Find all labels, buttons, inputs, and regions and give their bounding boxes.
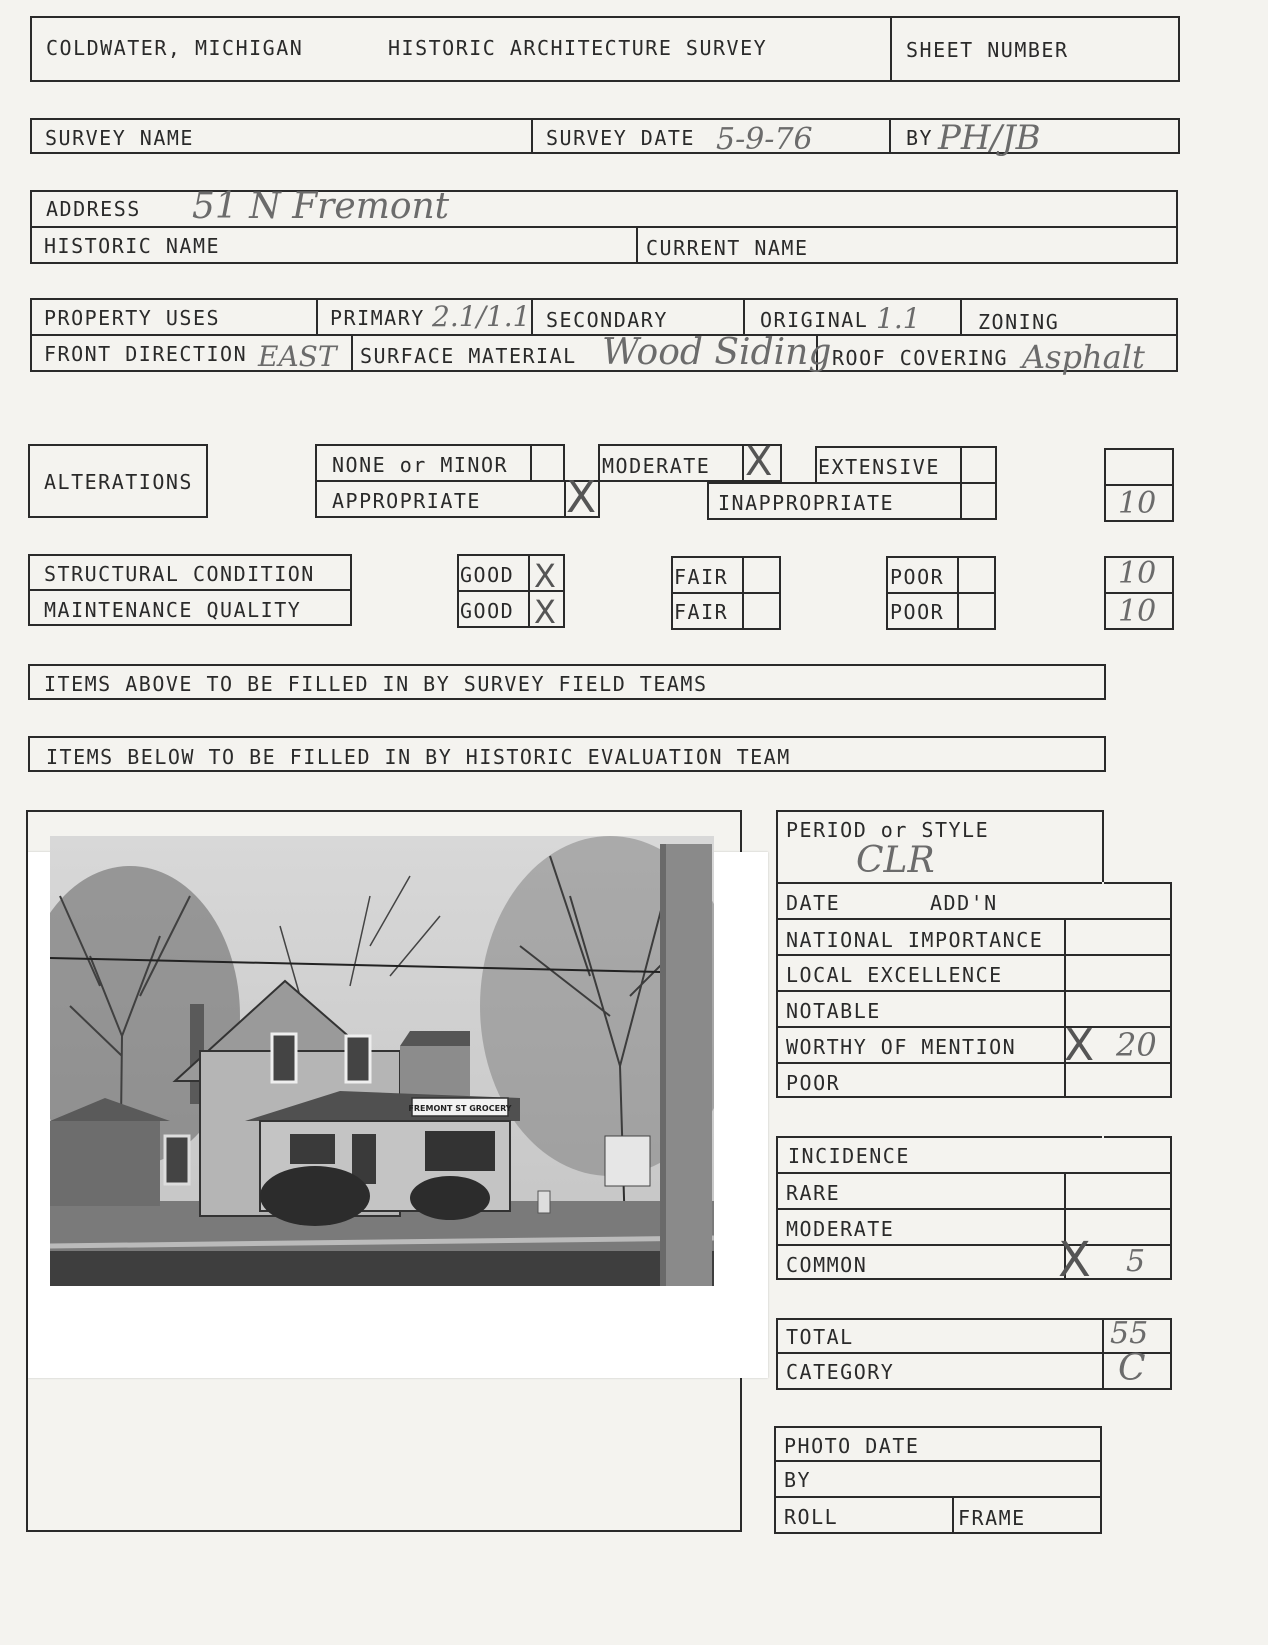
original-label: ORIGINAL [760,308,869,332]
appropriate-label: APPROPRIATE [332,489,481,513]
poor-eval-label: POOR [786,1071,841,1095]
utility-pole [660,844,712,1286]
address-value: 51 N Fremont [192,186,450,227]
neighbor-building [50,1121,160,1206]
rare-label: RARE [786,1181,841,1205]
form-title: HISTORIC ARCHITECTURE SURVEY [388,36,768,60]
trash-can [538,1191,550,1213]
secondary-label: SECONDARY [546,308,668,332]
fair-label-2: FAIR [674,600,729,624]
building-photo [50,836,714,1286]
by-label: BY [906,126,934,150]
primary-value: 2.1/1.1 [432,300,531,333]
front-direction-value: EAST [258,340,337,373]
upper-window-left [272,1034,296,1082]
surface-material-value: Wood Siding [602,332,832,373]
property-uses-label: PROPERTY USES [44,306,221,330]
shrub-right [410,1176,490,1220]
zoning-label: ZONING [978,310,1060,334]
original-value: 1.1 [876,302,921,335]
common-label: COMMON [786,1253,868,1277]
period-value: CLR [856,840,935,881]
addn-label: ADD'N [930,891,998,915]
appropriate-check: X [566,472,597,523]
primary-label: PRIMARY [330,306,425,330]
photo-by-label: BY [784,1468,812,1492]
local-excellence-label: LOCAL EXCELLENCE [786,963,1003,987]
roll-label: ROLL [784,1505,839,1529]
shrub-left [260,1166,370,1226]
roadside-sign [605,1136,650,1186]
structural-score: 10 [1118,556,1157,591]
poor-label-2: POOR [890,600,945,624]
current-name-label: CURRENT NAME [646,236,809,260]
worthy-check: X [1064,1020,1095,1071]
total-label: TOTAL [786,1325,854,1349]
incidence-label: INCIDENCE [788,1144,910,1168]
category-label: CATEGORY [786,1360,895,1384]
good-label-1: GOOD [460,563,515,587]
worthy-label: WORTHY OF MENTION [786,1035,1017,1059]
survey-name-label: SURVEY NAME [45,126,194,150]
date-label: DATE [786,891,841,915]
frame-label: FRAME [958,1506,1026,1530]
alterations-label: ALTERATIONS [44,470,193,494]
maintenance-label: MAINTENANCE QUALITY [44,598,302,622]
notable-label: NOTABLE [786,999,881,1023]
national-importance-label: NATIONAL IMPORTANCE [786,928,1044,952]
surface-material-label: SURFACE MATERIAL [360,344,577,368]
moderate-check: X [745,439,773,485]
roof-covering-value: Asphalt [1022,338,1145,376]
upper-window-right [346,1036,370,1082]
total-value: 55 [1110,1316,1149,1351]
common-check: X [1058,1232,1091,1288]
common-score: 5 [1126,1244,1146,1279]
roof-covering-label: ROOF COVERING [832,346,1009,370]
store-window [425,1131,495,1171]
house-side [400,1046,470,1096]
store-sign-text: FREMONT ST GROCERY [408,1104,512,1113]
category-value: C [1118,1348,1146,1389]
good-label-2: GOOD [460,599,515,623]
fair-label-1: FAIR [674,565,729,589]
maintenance-good-check: X [534,593,556,631]
structural-label: STRUCTURAL CONDITION [44,562,315,586]
structural-good-check: X [534,557,556,595]
address-label: ADDRESS [46,197,141,221]
poor-label-1: POOR [890,565,945,589]
survey-date-label: SURVEY DATE [546,126,695,150]
items-below-note: ITEMS BELOW TO BE FILLED IN BY HISTORIC EVALUATION TEAM [46,745,791,769]
survey-date-value: 5-9-76 [716,122,813,157]
maintenance-score: 10 [1118,594,1157,629]
historic-name-label: HISTORIC NAME [44,234,221,258]
worthy-score: 20 [1116,1026,1157,1064]
inappropriate-label: INAPPROPRIATE [718,491,895,515]
road [50,1251,714,1286]
front-direction-label: FRONT DIRECTION [44,342,248,366]
alterations-score: 10 [1118,486,1157,521]
period-label: PERIOD or STYLE [786,818,990,842]
extensive-label: EXTENSIVE [818,455,940,479]
moderate-incidence-label: MODERATE [786,1217,895,1241]
items-above-note: ITEMS ABOVE TO BE FILLED IN BY SURVEY FIELD TEAMS [44,672,708,696]
by-value: PH/JB [938,118,1041,158]
photo-date-label: PHOTO DATE [784,1434,920,1458]
city-label: COLDWATER, MICHIGAN [46,36,304,60]
none-minor-label: NONE or MINOR [332,453,509,477]
moderate-label: MODERATE [602,454,711,478]
side-window [165,1136,189,1184]
sheet-number-label: SHEET NUMBER [906,38,1069,62]
